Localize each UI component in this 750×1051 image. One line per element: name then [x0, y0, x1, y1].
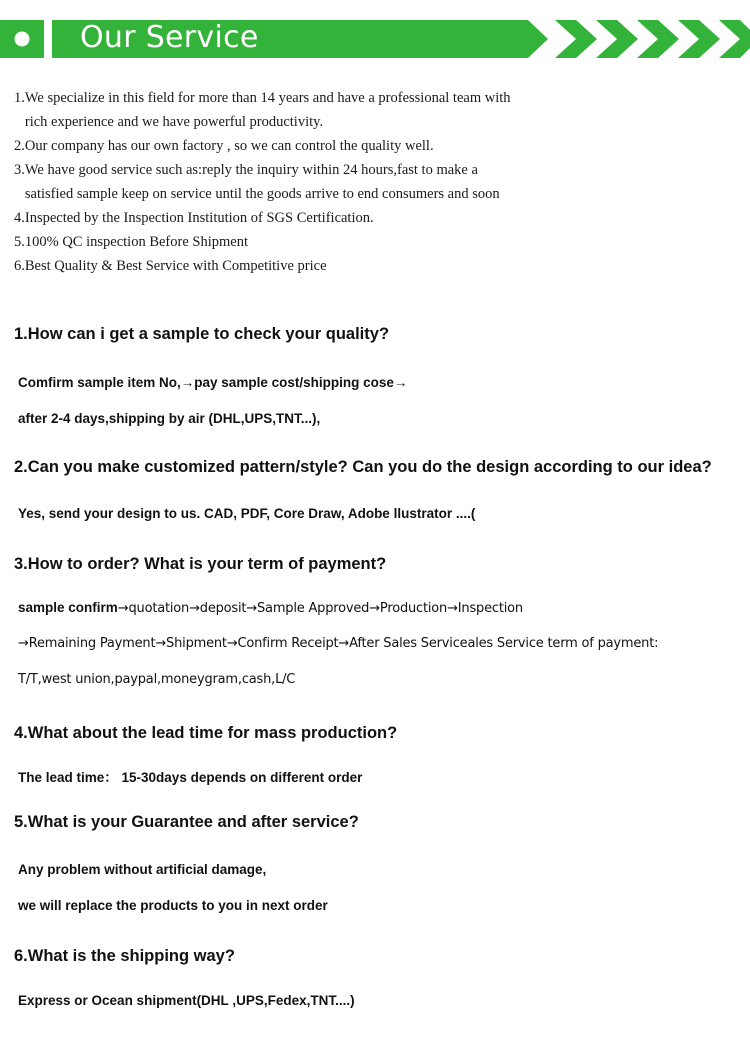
chevron-right-icon: [637, 20, 679, 58]
service-item: satisfied sample keep on service until the goods arrive to end consumers and soon: [14, 186, 500, 202]
faq-question-guarantee: 5.What is your Guarantee and after service?: [14, 813, 359, 831]
faq-question-sample: 1.How can i get a sample to check your quality?: [14, 325, 390, 343]
faq-answer-order-line2: →Remaining Payment→Shipment→Confirm Receipt→After Sales Serviceales Service term of payment:: [18, 636, 659, 651]
order-step-bold: sample confirm: [18, 600, 118, 615]
chevron-right-icon: [719, 20, 750, 58]
faq-question-shipping: 6.What is the shipping way?: [14, 947, 235, 965]
faq-answer-sample-line1: Comfirm sample item No,→pay sample cost/shipping cose→: [18, 375, 408, 390]
page-title: Our Service: [80, 20, 259, 55]
faq-answer-payment-methods: T/T,west union,paypal,moneygram,cash,L/C: [18, 672, 296, 687]
faq-question-custom-design: 2.Can you make customized pattern/style? Can you do the design according to our idea?: [14, 458, 712, 476]
faq-question-order-payment: 3.How to order? What is your term of payment?: [14, 555, 387, 573]
header-banner: [0, 0, 750, 80]
faq-answer-custom-design: Yes, send your design to us. CAD, PDF, Core Draw, Adobe llustrator ....(: [18, 506, 476, 521]
faq-question-lead-time: 4.What about the lead time for mass production?: [14, 724, 398, 742]
faq-answer-sample-line2: after 2-4 days,shipping by air (DHL,UPS,TNT...),: [18, 411, 321, 426]
service-list: [14, 86, 734, 278]
faq-answer-guarantee-line1: Any problem without artificial damage,: [18, 862, 267, 877]
bullet-dot-icon: [15, 32, 30, 47]
service-item: 6.Best Quality & Best Service with Competitive price: [14, 258, 327, 274]
faq-answer-guarantee-line2: we will replace the products to you in next order: [18, 898, 328, 913]
service-item: 5.100% QC inspection Before Shipment: [14, 234, 248, 250]
service-item: 4.Inspected by the Inspection Institution of SGS Certification.: [14, 210, 374, 226]
faq-answer-shipping: Express or Ocean shipment(DHL ,UPS,Fedex,TNT....): [18, 993, 355, 1008]
service-item: 3.We have good service such as:reply the inquiry within 24 hours,fast to make a: [14, 162, 478, 178]
chevron-right-icon: [678, 20, 720, 58]
service-item: 2.Our company has our own factory , so we can control the quality well.: [14, 138, 434, 154]
faq-answer-lead-time: The lead time： 15-30days depends on different order: [18, 770, 363, 785]
faq-answer-order-line1: [18, 599, 523, 618]
service-item: rich experience and we have powerful productivity.: [14, 114, 324, 130]
chevron-right-icon: [555, 20, 597, 58]
chevron-right-icon: [596, 20, 638, 58]
service-item: 1.We specialize in this field for more than 14 years and have a professional team with: [14, 90, 511, 106]
order-steps: →quotation→deposit→Sample Approved→Production→Inspection: [117, 601, 523, 616]
